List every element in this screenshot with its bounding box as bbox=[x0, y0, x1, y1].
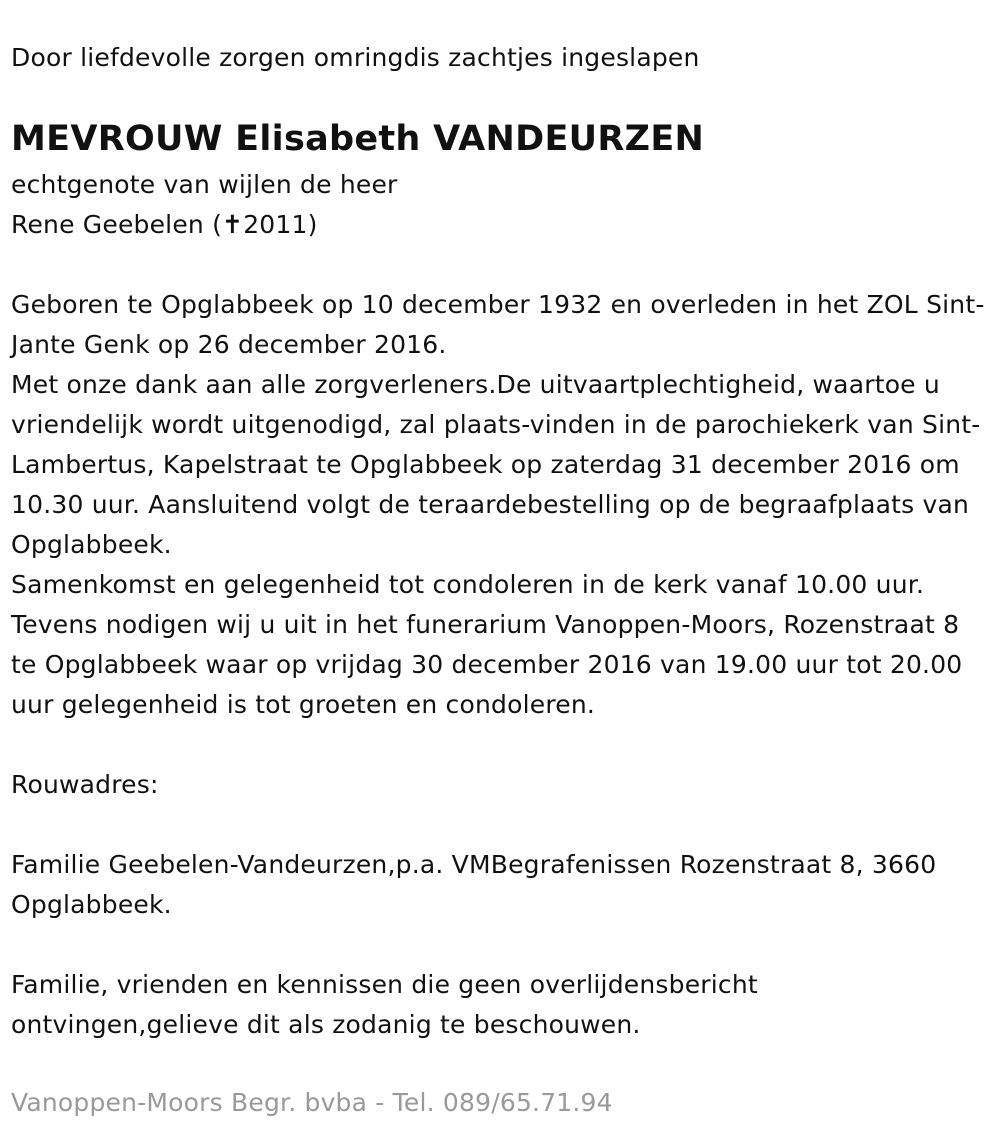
spouse-line-2: Rene Geebelen (✝2011) bbox=[11, 210, 318, 239]
closing-text: Familie, vrienden en kennissen die geen overlijdensbericht ontvingen,gelieve dit als zodanig te beschouwen. bbox=[11, 970, 758, 1039]
spacer bbox=[11, 805, 990, 845]
ceremony-text: Met onze dank aan alle zorgverleners.De uitvaartplechtigheid, waartoe u vriendelijk wordt uitgenodigd, zal plaats-vinden in de parochiekerk van Sint-Lambertus, Kapelstraat te Opglabbeek op zaterdag 31 december 2016 om 10.30 uur. Aansluitend volgt de teraardebestelling op de begraafplaats van Opglabbeek. bbox=[11, 370, 981, 559]
spouse-line-1: echtgenote van wijlen de heer bbox=[11, 170, 398, 199]
mourning-address-label: Rouwadres: bbox=[11, 770, 159, 799]
funerarium-text: Tevens nodigen wij u uit in het funerarium Vanoppen-Moors, Rozenstraat 8 te Opglabbeek waar op vrijdag 30 december 2016 van 19.00 uur tot 20.00 uur gelegenheid is tot groeten en condoleren. bbox=[11, 610, 963, 719]
gathering-text: Samenkomst en gelegenheid tot condoleren in de kerk vanaf 10.00 uur. bbox=[11, 570, 925, 599]
deceased-name: MEVROUW Elisabeth VANDEURZEN bbox=[11, 119, 705, 159]
mourning-address: Familie Geebelen-Vandeurzen,p.a. VMBegrafenissen Rozenstraat 8, 3660 Opglabbeek. bbox=[11, 850, 937, 919]
spacer bbox=[11, 925, 990, 965]
birth-death-text: Geboren te Opglabbeek op 10 december 1932 en overleden in het ZOL Sint-Jante Genk op 26 december 2016. bbox=[11, 290, 985, 359]
funeral-home-footer: Vanoppen-Moors Begr. bvba - Tel. 089/65.71.94 bbox=[11, 1088, 613, 1117]
intro-text: Door liefdevolle zorgen omringdis zachtjes ingeslapen bbox=[11, 43, 700, 72]
spacer bbox=[11, 725, 990, 765]
spacer bbox=[11, 245, 990, 285]
